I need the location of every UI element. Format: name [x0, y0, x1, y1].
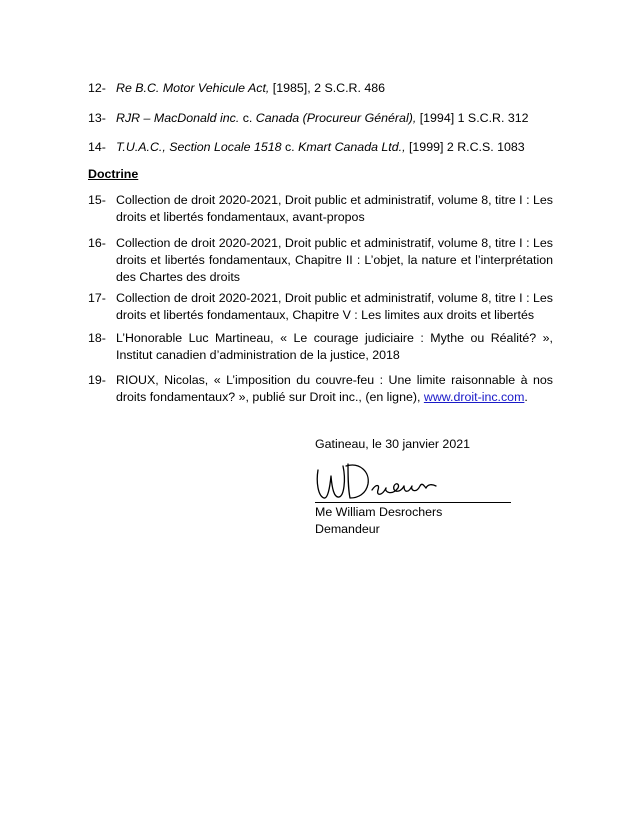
- reference-number: 13-: [88, 111, 106, 125]
- reference-number: 19-: [88, 373, 106, 387]
- doctrine-text: Collection de droit 2020-2021, Droit public et administratif, volume 8, titre I : Les droits et libertés fondamentaux, avant-propos: [116, 193, 553, 224]
- citation: [1999] 2 R.C.S. 1083: [405, 140, 525, 154]
- reference-text: [116, 80, 553, 97]
- doctrine-heading: Doctrine: [88, 167, 139, 181]
- versus: c.: [281, 140, 299, 154]
- reference-number: 14-: [88, 140, 106, 154]
- place-date: Gatineau, le 30 janvier 2021: [315, 437, 470, 451]
- doctrine-text: [116, 372, 553, 406]
- reference-number: 16-: [88, 236, 106, 250]
- case-party: Canada (Procureur Général),: [255, 111, 417, 125]
- versus: c.: [239, 111, 256, 125]
- citation: [1985], 2 S.C.R. 486: [269, 81, 386, 95]
- signer-role: Demandeur: [315, 522, 380, 536]
- case-name: Re B.C. Motor Vehicule Act,: [116, 81, 270, 95]
- doctrine-text: Collection de droit 2020-2021, Droit public et administratif, volume 8, titre I : Les droits et libertés fondamentaux, Chapitre II : L’objet, la nature et l’interprétation des Chartes des droits: [116, 236, 553, 284]
- reference-text: [116, 110, 553, 127]
- reference-number: 17-: [88, 291, 106, 305]
- website-link[interactable]: www.droit-inc.com: [423, 390, 525, 404]
- doctrine-text-body: RIOUX, Nicolas, « L’imposition du couvre-feu : Une limite raisonnable à nos droits fondamentaux? », publié sur Droit inc., (en ligne),: [116, 373, 553, 404]
- doctrine-text: Collection de droit 2020-2021, Droit public et administratif, volume 8, titre I : Les droits et libertés fondamentaux, Chapitre V : Les limites aux droits et libertés: [116, 291, 553, 322]
- case-party: RJR – MacDonald inc.: [116, 111, 240, 125]
- signature-line: [315, 502, 511, 503]
- reference-text: [116, 139, 553, 156]
- doctrine-text: L’Honorable Luc Martineau, « Le courage judiciaire : Mythe ou Réalité? », Institut canadien d’administration de la justice, 2018: [116, 331, 553, 362]
- case-party: T.U.A.C., Section Locale 1518: [116, 140, 282, 154]
- signer-name: Me William Desrochers: [315, 505, 443, 519]
- case-party: Kmart Canada Ltd.,: [298, 140, 406, 154]
- handwritten-signature: [312, 456, 442, 502]
- citation: [1994] 1 S.C.R. 312: [416, 111, 529, 125]
- reference-number: 12-: [88, 81, 106, 95]
- reference-number: 15-: [88, 193, 106, 207]
- reference-number: 18-: [88, 331, 106, 345]
- sentence-end: .: [524, 390, 528, 404]
